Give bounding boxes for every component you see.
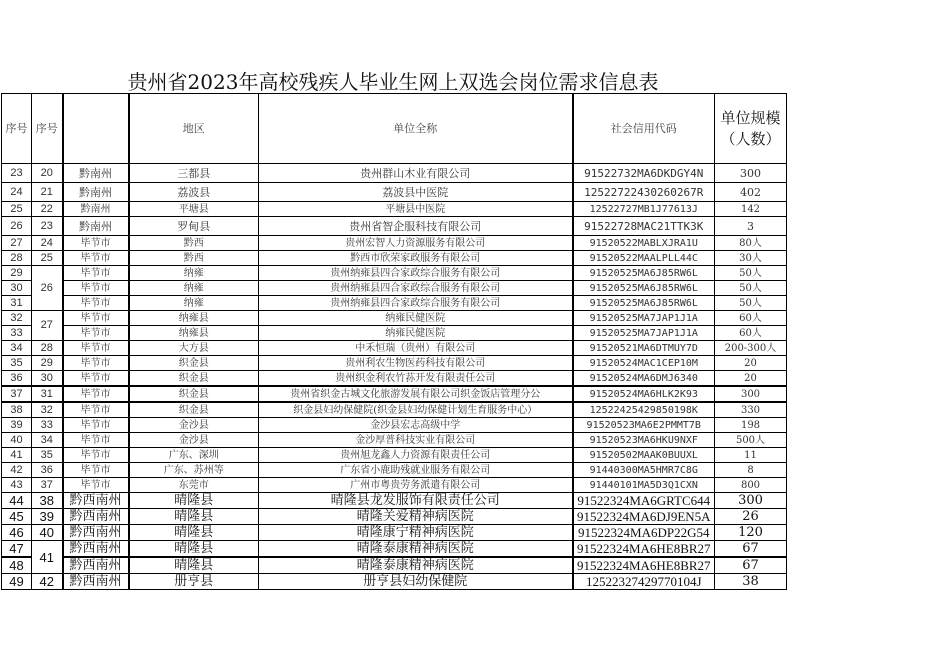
table-row bbox=[2, 509, 787, 525]
cell-seq: 30 bbox=[32, 371, 63, 387]
cell-size: 330 bbox=[715, 402, 787, 418]
table-row bbox=[2, 326, 787, 341]
cell-size: 300 bbox=[715, 164, 787, 183]
cell-company-name: 贵州纳雍县四合家政综合服务有限公司 bbox=[259, 281, 573, 296]
cell-county: 织金县 bbox=[129, 402, 259, 418]
cell-no: 43 bbox=[2, 478, 32, 493]
cell-seq: 26 bbox=[32, 266, 63, 311]
cell-county: 东莞市 bbox=[129, 478, 259, 493]
cell-size: 50人 bbox=[715, 296, 787, 311]
table-row bbox=[2, 236, 787, 251]
cell-seq: 20 bbox=[32, 164, 63, 183]
cell-county: 织金县 bbox=[129, 371, 259, 387]
header-no: 序号 bbox=[2, 94, 32, 164]
cell-county: 广东、苏州等 bbox=[129, 463, 259, 478]
cell-size: 30人 bbox=[715, 251, 787, 266]
cell-region: 黔西南州 bbox=[63, 574, 129, 590]
table-row bbox=[2, 266, 787, 281]
cell-county: 金沙县 bbox=[129, 418, 259, 433]
cell-county: 大方县 bbox=[129, 341, 259, 356]
table-row bbox=[2, 281, 787, 296]
cell-company-name: 黔西市欣荣家政服务有限公司 bbox=[259, 251, 573, 266]
cell-seq: 21 bbox=[32, 183, 63, 202]
cell-company-name: 贵州群山木业有限公司 bbox=[259, 164, 573, 183]
cell-county: 黔西 bbox=[129, 251, 259, 266]
cell-size: 198 bbox=[715, 418, 787, 433]
cell-company-name: 贵州纳雍县四合家政综合服务有限公司 bbox=[259, 296, 573, 311]
table-row bbox=[2, 493, 787, 509]
cell-no: 24 bbox=[2, 183, 32, 202]
cell-county: 金沙县 bbox=[129, 433, 259, 448]
cell-no: 26 bbox=[2, 217, 32, 236]
cell-region: 毕节市 bbox=[63, 386, 129, 402]
cell-no: 48 bbox=[2, 557, 32, 574]
cell-size: 800 bbox=[715, 478, 787, 493]
table-body bbox=[2, 164, 787, 590]
cell-region: 黔南州 bbox=[63, 183, 129, 202]
cell-size: 80人 bbox=[715, 236, 787, 251]
cell-size: 8 bbox=[715, 463, 787, 478]
table-row bbox=[2, 463, 787, 478]
table-row bbox=[2, 574, 787, 590]
cell-county: 罗甸县 bbox=[129, 217, 259, 236]
cell-seq: 32 bbox=[32, 402, 63, 418]
table-row bbox=[2, 402, 787, 418]
cell-size: 402 bbox=[715, 183, 787, 202]
cell-region: 黔南州 bbox=[63, 202, 129, 217]
cell-company-name: 晴隆泰康精神病医院 bbox=[259, 557, 573, 574]
cell-region: 黔西南州 bbox=[63, 493, 129, 509]
cell-seq: 31 bbox=[32, 386, 63, 402]
cell-no: 30 bbox=[2, 281, 32, 296]
job-demand-table bbox=[1, 93, 787, 590]
cell-county: 晴隆县 bbox=[129, 525, 259, 541]
cell-no: 49 bbox=[2, 574, 32, 590]
cell-seq: 40 bbox=[32, 525, 63, 541]
cell-seq: 39 bbox=[32, 509, 63, 525]
cell-seq: 37 bbox=[32, 478, 63, 493]
cell-company-name: 纳雍民健医院 bbox=[259, 326, 573, 341]
table-row bbox=[2, 296, 787, 311]
cell-seq: 24 bbox=[32, 236, 63, 251]
table-row bbox=[2, 541, 787, 558]
table-row bbox=[2, 251, 787, 266]
cell-county: 织金县 bbox=[129, 386, 259, 402]
table-row bbox=[2, 202, 787, 217]
cell-no: 40 bbox=[2, 433, 32, 448]
cell-credit-code: 91522324MA6HE8BR27 bbox=[573, 557, 715, 574]
cell-size: 142 bbox=[715, 202, 787, 217]
table-row bbox=[2, 525, 787, 541]
header-seq: 序号 bbox=[32, 94, 63, 164]
cell-region: 毕节市 bbox=[63, 296, 129, 311]
header-name: 单位全称 bbox=[259, 94, 573, 164]
cell-no: 36 bbox=[2, 371, 32, 387]
cell-seq: 34 bbox=[32, 433, 63, 448]
cell-seq: 41 bbox=[32, 541, 63, 574]
cell-company-name: 贵州宏智人力资源服务有限公司 bbox=[259, 236, 573, 251]
cell-region: 黔南州 bbox=[63, 164, 129, 183]
cell-company-name: 晴隆关爱精神病医院 bbox=[259, 509, 573, 525]
cell-county: 三都县 bbox=[129, 164, 259, 183]
table-row bbox=[2, 386, 787, 402]
table-row bbox=[2, 311, 787, 326]
cell-region: 毕节市 bbox=[63, 236, 129, 251]
cell-company-name: 贵州省智企服科技有限公司 bbox=[259, 217, 573, 236]
cell-region: 黔南州 bbox=[63, 217, 129, 236]
cell-credit-code: 91520525MA7JAP1J1A bbox=[573, 311, 715, 326]
cell-region: 毕节市 bbox=[63, 371, 129, 387]
cell-seq: 28 bbox=[32, 341, 63, 356]
cell-company-name: 中禾恒瑞（贵州）有限公司 bbox=[259, 341, 573, 356]
cell-credit-code: 91522324MA6HE8BR27 bbox=[573, 541, 715, 558]
cell-seq: 29 bbox=[32, 356, 63, 371]
cell-region: 毕节市 bbox=[63, 311, 129, 326]
cell-size: 50人 bbox=[715, 281, 787, 296]
cell-credit-code: 91520502MAAK0BUUXL bbox=[573, 448, 715, 463]
cell-seq: 33 bbox=[32, 418, 63, 433]
cell-company-name: 晴隆县龙发服饰有限责任公司 bbox=[259, 493, 573, 509]
cell-size: 11 bbox=[715, 448, 787, 463]
cell-seq: 36 bbox=[32, 463, 63, 478]
cell-size: 26 bbox=[715, 509, 787, 525]
cell-credit-code: 91520525MA6J85RW6L bbox=[573, 266, 715, 281]
cell-company-name: 平塘县中医院 bbox=[259, 202, 573, 217]
cell-region: 毕节市 bbox=[63, 478, 129, 493]
cell-company-name: 贵州旭龙鑫人力资源有限责任公司 bbox=[259, 448, 573, 463]
cell-county: 纳雍 bbox=[129, 266, 259, 281]
cell-no: 23 bbox=[2, 164, 32, 183]
table-row bbox=[2, 356, 787, 371]
header-size: 单位规模（人数） bbox=[715, 94, 787, 164]
cell-company-name: 晴隆泰康精神病医院 bbox=[259, 541, 573, 558]
cell-no: 46 bbox=[2, 525, 32, 541]
cell-region: 毕节市 bbox=[63, 418, 129, 433]
cell-company-name: 金沙厚普科技实业有限公司 bbox=[259, 433, 573, 448]
cell-county: 晴隆县 bbox=[129, 557, 259, 574]
cell-credit-code: 91522324MA6DP22G54 bbox=[573, 525, 715, 541]
cell-credit-code: 91520524MA6DMJ6340 bbox=[573, 371, 715, 387]
cell-seq: 35 bbox=[32, 448, 63, 463]
cell-region: 黔西南州 bbox=[63, 509, 129, 525]
cell-region: 黔西南州 bbox=[63, 525, 129, 541]
table-row bbox=[2, 448, 787, 463]
cell-credit-code: 91522324MA6GRTC644 bbox=[573, 493, 715, 509]
cell-credit-code: 91520523MA6HKU9NXF bbox=[573, 433, 715, 448]
cell-company-name: 贵州省织金古城文化旅游发展有限公司织金饭店管理分公 bbox=[259, 386, 573, 402]
cell-no: 33 bbox=[2, 326, 32, 341]
cell-size: 38 bbox=[715, 574, 787, 590]
cell-no: 32 bbox=[2, 311, 32, 326]
cell-no: 27 bbox=[2, 236, 32, 251]
cell-size: 120 bbox=[715, 525, 787, 541]
cell-seq: 38 bbox=[32, 493, 63, 509]
cell-county: 荔波县 bbox=[129, 183, 259, 202]
cell-company-name: 册亨县妇幼保健院 bbox=[259, 574, 573, 590]
cell-credit-code: 91520525MA6J85RW6L bbox=[573, 296, 715, 311]
cell-county: 册亨县 bbox=[129, 574, 259, 590]
cell-credit-code: 12522727MB1J77613J bbox=[573, 202, 715, 217]
cell-region: 毕节市 bbox=[63, 251, 129, 266]
table-row bbox=[2, 433, 787, 448]
cell-seq: 23 bbox=[32, 217, 63, 236]
cell-county: 织金县 bbox=[129, 356, 259, 371]
cell-no: 28 bbox=[2, 251, 32, 266]
cell-no: 42 bbox=[2, 463, 32, 478]
cell-company-name: 广东省小鹿助残就业服务有限公司 bbox=[259, 463, 573, 478]
cell-company-name: 荔波县中医院 bbox=[259, 183, 573, 202]
cell-county: 纳雍 bbox=[129, 281, 259, 296]
cell-no: 31 bbox=[2, 296, 32, 311]
cell-county: 黔西 bbox=[129, 236, 259, 251]
table-row bbox=[2, 371, 787, 387]
cell-region: 毕节市 bbox=[63, 281, 129, 296]
cell-no: 39 bbox=[2, 418, 32, 433]
cell-credit-code: 91520522MABLXJRA1U bbox=[573, 236, 715, 251]
cell-county: 晴隆县 bbox=[129, 509, 259, 525]
cell-size: 300 bbox=[715, 386, 787, 402]
cell-seq: 42 bbox=[32, 574, 63, 590]
cell-no: 34 bbox=[2, 341, 32, 356]
cell-no: 37 bbox=[2, 386, 32, 402]
cell-region: 毕节市 bbox=[63, 356, 129, 371]
cell-credit-code: 91520524MAC1CEP10M bbox=[573, 356, 715, 371]
cell-no: 44 bbox=[2, 493, 32, 509]
cell-size: 50人 bbox=[715, 266, 787, 281]
table-row bbox=[2, 217, 787, 236]
header-row bbox=[2, 94, 787, 164]
cell-no: 38 bbox=[2, 402, 32, 418]
table-row bbox=[2, 341, 787, 356]
cell-county: 广东、深圳 bbox=[129, 448, 259, 463]
cell-no: 41 bbox=[2, 448, 32, 463]
cell-size: 300 bbox=[715, 493, 787, 509]
cell-no: 35 bbox=[2, 356, 32, 371]
cell-region: 毕节市 bbox=[63, 463, 129, 478]
cell-county: 平塘县 bbox=[129, 202, 259, 217]
cell-size: 60人 bbox=[715, 311, 787, 326]
cell-seq: 22 bbox=[32, 202, 63, 217]
cell-company-name: 贵州织金利农竹荪开发有限责任公司 bbox=[259, 371, 573, 387]
cell-no: 25 bbox=[2, 202, 32, 217]
cell-credit-code: 91520523MA6E2PMMT7B bbox=[573, 418, 715, 433]
cell-company-name: 贵州利农生物医药科技有限公司 bbox=[259, 356, 573, 371]
cell-no: 45 bbox=[2, 509, 32, 525]
cell-company-name: 金沙县宏志高级中学 bbox=[259, 418, 573, 433]
cell-region: 毕节市 bbox=[63, 402, 129, 418]
table-row bbox=[2, 478, 787, 493]
cell-county: 纳雍县 bbox=[129, 311, 259, 326]
cell-credit-code: 12522722430260267R bbox=[573, 183, 715, 202]
cell-no: 29 bbox=[2, 266, 32, 281]
cell-size: 20 bbox=[715, 356, 787, 371]
cell-credit-code: 91522732MA6DKDGY4N bbox=[573, 164, 715, 183]
cell-credit-code: 91522324MA6DJ9EN5A bbox=[573, 509, 715, 525]
table-row bbox=[2, 418, 787, 433]
cell-company-name: 纳雍民健医院 bbox=[259, 311, 573, 326]
cell-company-name: 贵州纳雍县四合家政综合服务有限公司 bbox=[259, 266, 573, 281]
cell-size: 60人 bbox=[715, 326, 787, 341]
cell-credit-code: 91440300MA5HMR7C8G bbox=[573, 463, 715, 478]
cell-credit-code: 91520525MA7JAP1J1A bbox=[573, 326, 715, 341]
cell-seq: 25 bbox=[32, 251, 63, 266]
cell-county: 晴隆县 bbox=[129, 493, 259, 509]
table-row bbox=[2, 557, 787, 574]
cell-size: 20 bbox=[715, 371, 787, 387]
cell-size: 3 bbox=[715, 217, 787, 236]
cell-county: 晴隆县 bbox=[129, 541, 259, 558]
cell-region: 黔西南州 bbox=[63, 541, 129, 558]
cell-county: 纳雍 bbox=[129, 296, 259, 311]
cell-credit-code: 91520522MAALPLL44C bbox=[573, 251, 715, 266]
cell-credit-code: 91522728MAC21TTK3K bbox=[573, 217, 715, 236]
cell-county: 纳雍县 bbox=[129, 326, 259, 341]
cell-company-name: 广州市粤贵劳务派遣有限公司 bbox=[259, 478, 573, 493]
cell-region: 毕节市 bbox=[63, 433, 129, 448]
cell-region: 毕节市 bbox=[63, 341, 129, 356]
cell-credit-code: 91440101MA5D3Q1CXN bbox=[573, 478, 715, 493]
cell-region: 毕节市 bbox=[63, 326, 129, 341]
table-row bbox=[2, 164, 787, 183]
cell-company-name: 晴隆康宁精神病医院 bbox=[259, 525, 573, 541]
cell-no: 47 bbox=[2, 541, 32, 558]
cell-size: 500人 bbox=[715, 433, 787, 448]
cell-credit-code: 12522327429770104J bbox=[573, 574, 715, 590]
cell-size: 67 bbox=[715, 541, 787, 558]
cell-region: 毕节市 bbox=[63, 266, 129, 281]
cell-region: 黔西南州 bbox=[63, 557, 129, 574]
cell-company-name: 织金县妇幼保健院(织金县妇幼保健计划生育服务中心） bbox=[259, 402, 573, 418]
page-title: 贵州省2023年高校残疾人毕业生网上双选会岗位需求信息表 bbox=[127, 70, 659, 94]
header-region bbox=[63, 94, 129, 164]
cell-credit-code: 91520525MA6J85RW6L bbox=[573, 281, 715, 296]
cell-region: 毕节市 bbox=[63, 448, 129, 463]
cell-credit-code: 12522425429850198K bbox=[573, 402, 715, 418]
cell-seq: 27 bbox=[32, 311, 63, 341]
table-row bbox=[2, 183, 787, 202]
header-code: 社会信用代码 bbox=[573, 94, 715, 164]
cell-credit-code: 91520524MA6HLK2K93 bbox=[573, 386, 715, 402]
cell-credit-code: 91520521MA6DTMUY7D bbox=[573, 341, 715, 356]
cell-size: 67 bbox=[715, 557, 787, 574]
header-area: 地区 bbox=[129, 94, 259, 164]
cell-size: 200-300人 bbox=[715, 341, 787, 356]
